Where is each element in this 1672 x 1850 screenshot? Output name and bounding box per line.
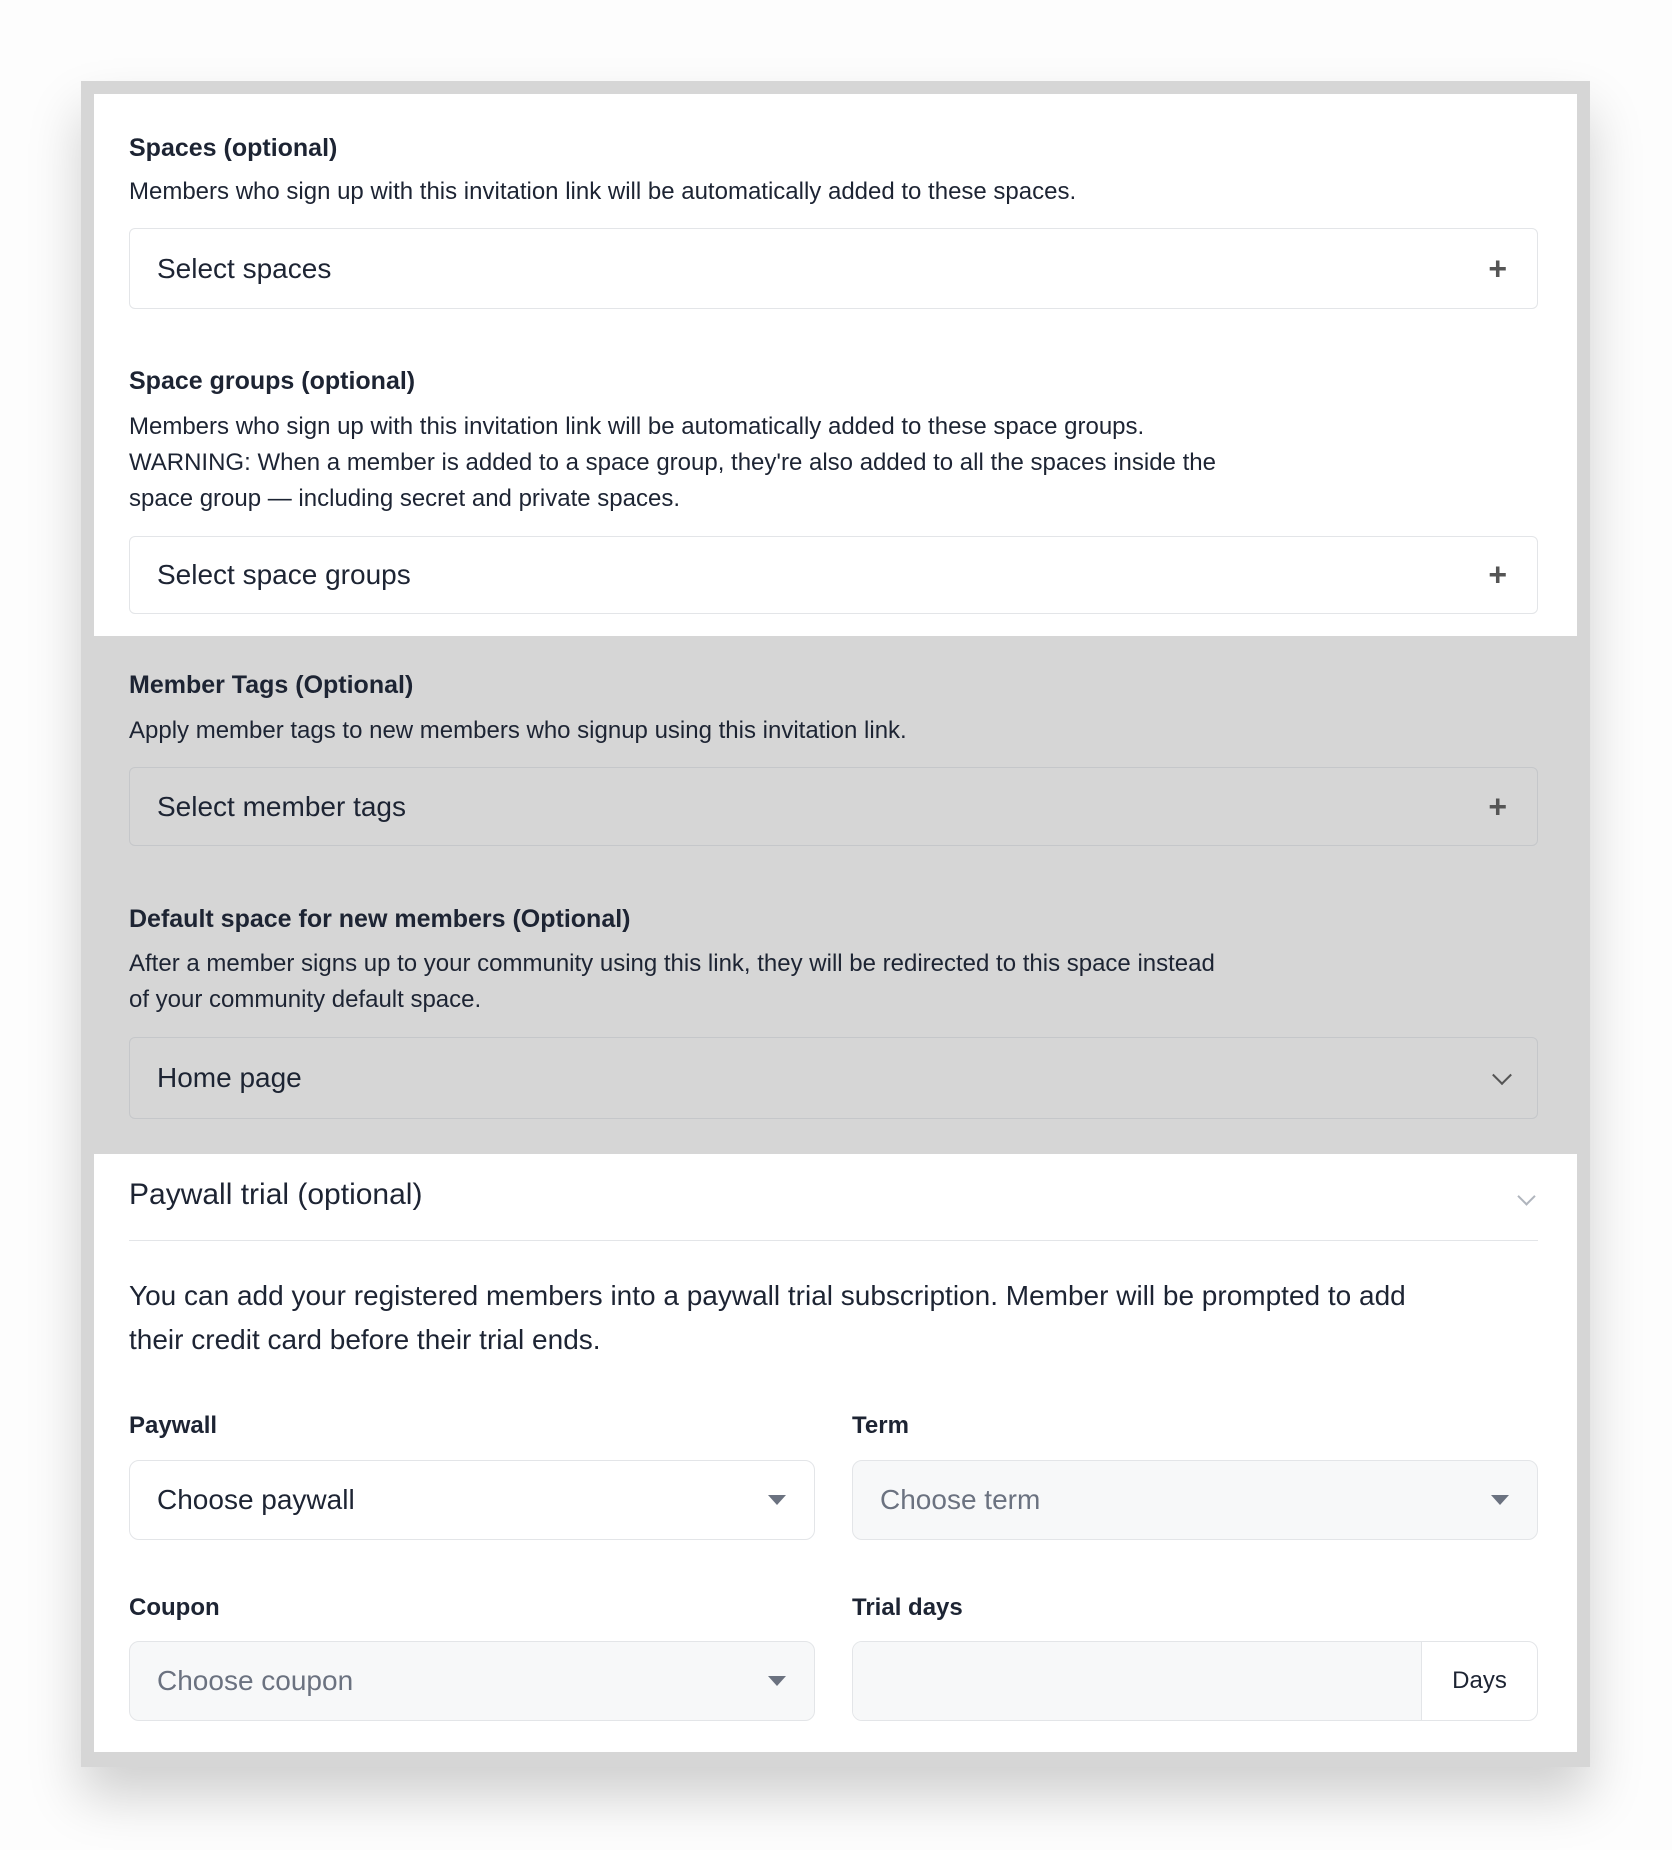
space-groups-line-1: Members who sign up with this invitation link will be automatically added to these space groups.: [129, 413, 1145, 440]
caret-down-icon: [768, 1495, 786, 1505]
term-select[interactable]: [852, 1460, 1538, 1540]
select-space-groups-input[interactable]: [129, 536, 1538, 614]
space-groups-line-2: WARNING: When a member is added to a space group, they're also added to all the spaces inside the: [129, 449, 1216, 476]
select-member-tags-input[interactable]: [129, 767, 1538, 846]
divider: [129, 1240, 1538, 1241]
plus-icon[interactable]: +: [1488, 556, 1507, 593]
caret-down-icon: [768, 1676, 786, 1686]
member-tags-description: Apply member tags to new members who signup using this invitation link.: [129, 717, 907, 744]
spaces-description: Members who sign up with this invitation link will be automatically added to these spaces.: [129, 178, 1077, 205]
coupon-label: Coupon: [129, 1594, 220, 1621]
paywall-value: Choose paywall: [157, 1484, 355, 1515]
days-unit-addon: Days: [1421, 1642, 1537, 1720]
paywall-label: Paywall: [129, 1412, 218, 1439]
paywall-select[interactable]: [129, 1460, 815, 1540]
default-space-line-2: of your community default space.: [129, 986, 482, 1013]
default-space-select[interactable]: [129, 1037, 1538, 1119]
default-space-title: Default space for new members (Optional): [129, 905, 631, 933]
select-space-groups-placeholder: Select space groups: [157, 559, 411, 590]
chevron-down-icon: [1492, 1065, 1512, 1085]
default-space-value: Home page: [157, 1062, 302, 1093]
plus-icon[interactable]: +: [1488, 250, 1507, 286]
select-member-tags-placeholder: Select member tags: [157, 790, 406, 822]
paywall-trial-line-1: You can add your registered members into a paywall trial subscription. Member will be prompted to add: [129, 1280, 1406, 1311]
coupon-value: Choose coupon: [157, 1665, 354, 1696]
term-value: Choose term: [880, 1484, 1041, 1515]
space-groups-title: Space groups (optional): [129, 367, 416, 395]
trial-days-label: Trial days: [852, 1594, 963, 1621]
chevron-down-icon[interactable]: [1517, 1187, 1535, 1205]
trial-days-group: [852, 1641, 1538, 1721]
default-space-line-1: After a member signs up to your community using this link, they will be redirected to this space instead: [129, 950, 1215, 977]
paywall-trial-line-2: their credit card before their trial ends.: [129, 1324, 601, 1355]
spaces-section: [94, 94, 1577, 636]
select-spaces-placeholder: Select spaces: [157, 252, 332, 284]
member-tags-title: Member Tags (Optional): [129, 671, 414, 699]
space-groups-line-3: space group — including secret and private spaces.: [129, 485, 680, 512]
member-tags-section: [94, 636, 1577, 1154]
caret-down-icon: [1491, 1495, 1509, 1505]
trial-days-input[interactable]: [853, 1642, 1421, 1720]
plus-icon[interactable]: +: [1488, 788, 1507, 824]
term-label: Term: [852, 1412, 909, 1439]
spaces-title: Spaces (optional): [129, 134, 338, 162]
paywall-trial-title[interactable]: Paywall trial (optional): [129, 1178, 423, 1211]
coupon-select[interactable]: [129, 1641, 815, 1721]
select-spaces-input[interactable]: [129, 228, 1538, 309]
paywall-trial-section: [94, 1154, 1577, 1752]
